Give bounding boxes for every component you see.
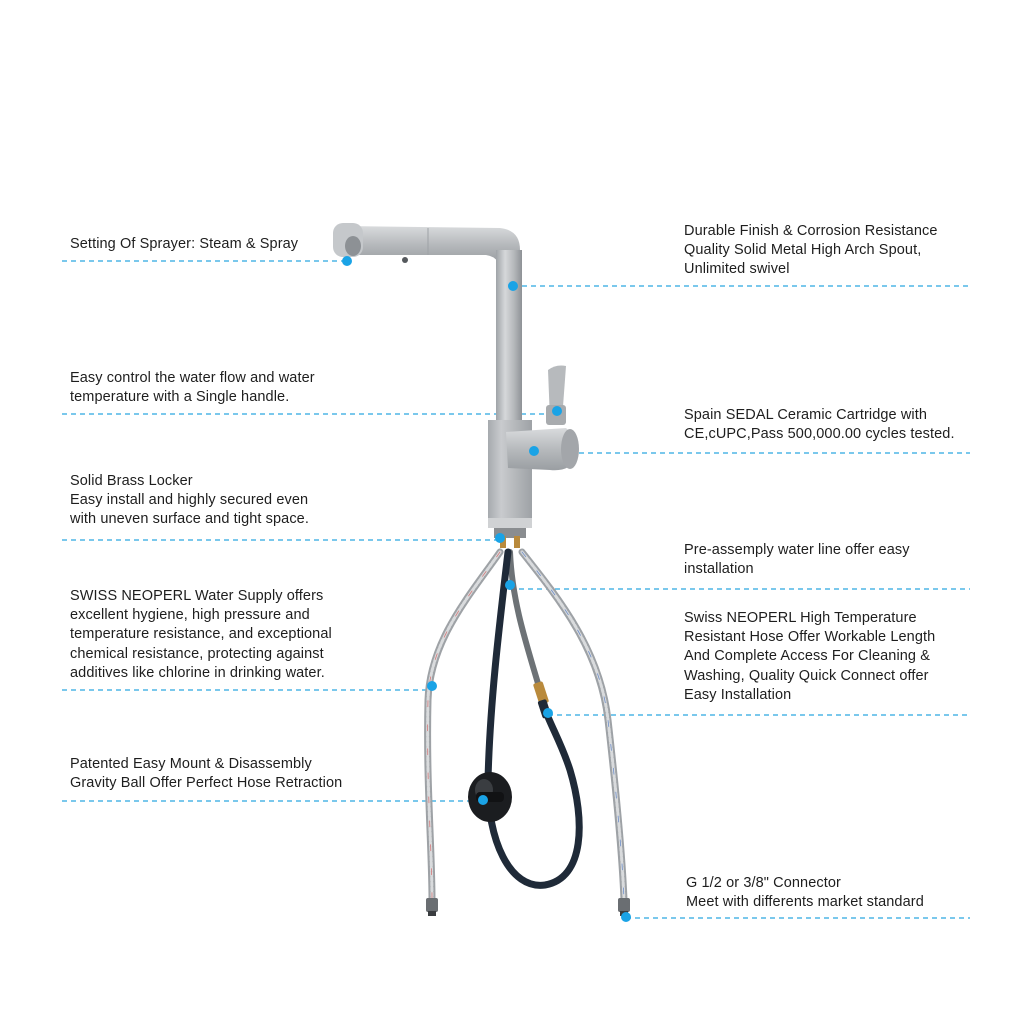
- callout-connector-line-1: G 1/2 or 3/8" Connector: [686, 875, 841, 891]
- marker-dots: [342, 256, 631, 922]
- pullout-hose: [488, 552, 579, 885]
- callout-gravity-ball-line-1: Patented Easy Mount & Disassembly: [70, 756, 312, 772]
- faucet: [333, 223, 579, 548]
- callout-finish: [684, 222, 938, 280]
- callout-water-supply-line-4: chemical resistance, protecting against: [70, 645, 324, 662]
- spout-arm: [345, 226, 520, 262]
- callout-cartridge: [684, 406, 955, 444]
- spout-column: [496, 250, 522, 425]
- gravity-ball: [468, 772, 512, 822]
- callout-hose-line-5: Easy Installation: [684, 686, 792, 703]
- marker-dot-brass-locker: [495, 533, 505, 543]
- connector-ends: [426, 898, 630, 916]
- callout-water-line-line-1: Pre-assemply water line offer easy: [684, 542, 910, 558]
- callout-water-supply: [70, 587, 332, 683]
- callout-gravity-ball-line-2: Gravity Ball Offer Perfect Hose Retraction: [70, 775, 343, 792]
- callout-handle-control: [70, 369, 315, 407]
- callout-handle-control-line-1: Easy control the water flow and water: [70, 370, 315, 386]
- callout-water-supply-line-3: temperature resistance, and exceptional: [70, 626, 332, 643]
- marker-dot-handle: [552, 406, 562, 416]
- callout-cartridge-line-1: Spain SEDAL Ceramic Cartridge with: [684, 407, 928, 423]
- callout-finish-line-2: Quality Solid Metal High Arch Spout,: [684, 242, 922, 259]
- marker-dot-water-supply: [427, 681, 437, 691]
- marker-dot-sprayer: [342, 256, 352, 266]
- callout-water-supply-line-5: additives like chlorine in drinking water.: [70, 664, 325, 681]
- callout-water-line-line-2: installation: [684, 561, 754, 578]
- callout-hose-line-1: Swiss NEOPERL High Temperature: [684, 610, 917, 626]
- dark-hose-loop: [488, 552, 579, 885]
- callout-hose-line-4: Washing, Quality Quick Connect offer: [684, 667, 929, 684]
- callout-gravity-ball: [70, 755, 342, 793]
- callout-brass-locker-line-3: with uneven surface and tight space.: [70, 511, 309, 528]
- callout-connector-line-2: Meet with differents market standard: [686, 894, 924, 911]
- callout-brass-locker-line-2: Easy install and highly secured even: [70, 492, 309, 509]
- callout-brass-locker-line-1: Solid Brass Locker: [70, 473, 193, 489]
- callout-connector: [686, 874, 924, 912]
- marker-dot-hose: [543, 708, 553, 718]
- callout-water-line: [684, 541, 910, 579]
- callout-hose: [684, 609, 935, 705]
- marker-dot-finish: [508, 281, 518, 291]
- callout-finish-line-1: Durable Finish & Corrosion Resistance: [684, 223, 938, 239]
- callout-hose-line-3: And Complete Access For Cleaning &: [684, 648, 930, 665]
- callout-cartridge-line-2: CE,cUPC,Pass 500,000.00 cycles tested.: [684, 426, 955, 443]
- callout-hose-line-2: Resistant Hose Offer Workable Length: [684, 629, 936, 646]
- callout-water-supply-line-1: SWISS NEOPERL Water Supply offers: [70, 588, 324, 604]
- marker-dot-water-line: [505, 580, 515, 590]
- braided-supply-hoses: [428, 552, 624, 900]
- callout-sprayer-line-1: Setting Of Sprayer: Steam & Spray: [70, 236, 299, 252]
- callout-water-supply-line-2: excellent hygiene, high pressure and: [70, 607, 310, 624]
- marker-dot-gravity-ball: [478, 795, 488, 805]
- callout-brass-locker: [70, 472, 309, 530]
- callout-handle-control-line-2: temperature with a Single handle.: [70, 389, 290, 406]
- marker-dot-cartridge: [529, 446, 539, 456]
- callout-finish-line-3: Unlimited swivel: [684, 261, 790, 278]
- marker-dot-connector: [621, 912, 631, 922]
- callout-sprayer: [70, 235, 298, 254]
